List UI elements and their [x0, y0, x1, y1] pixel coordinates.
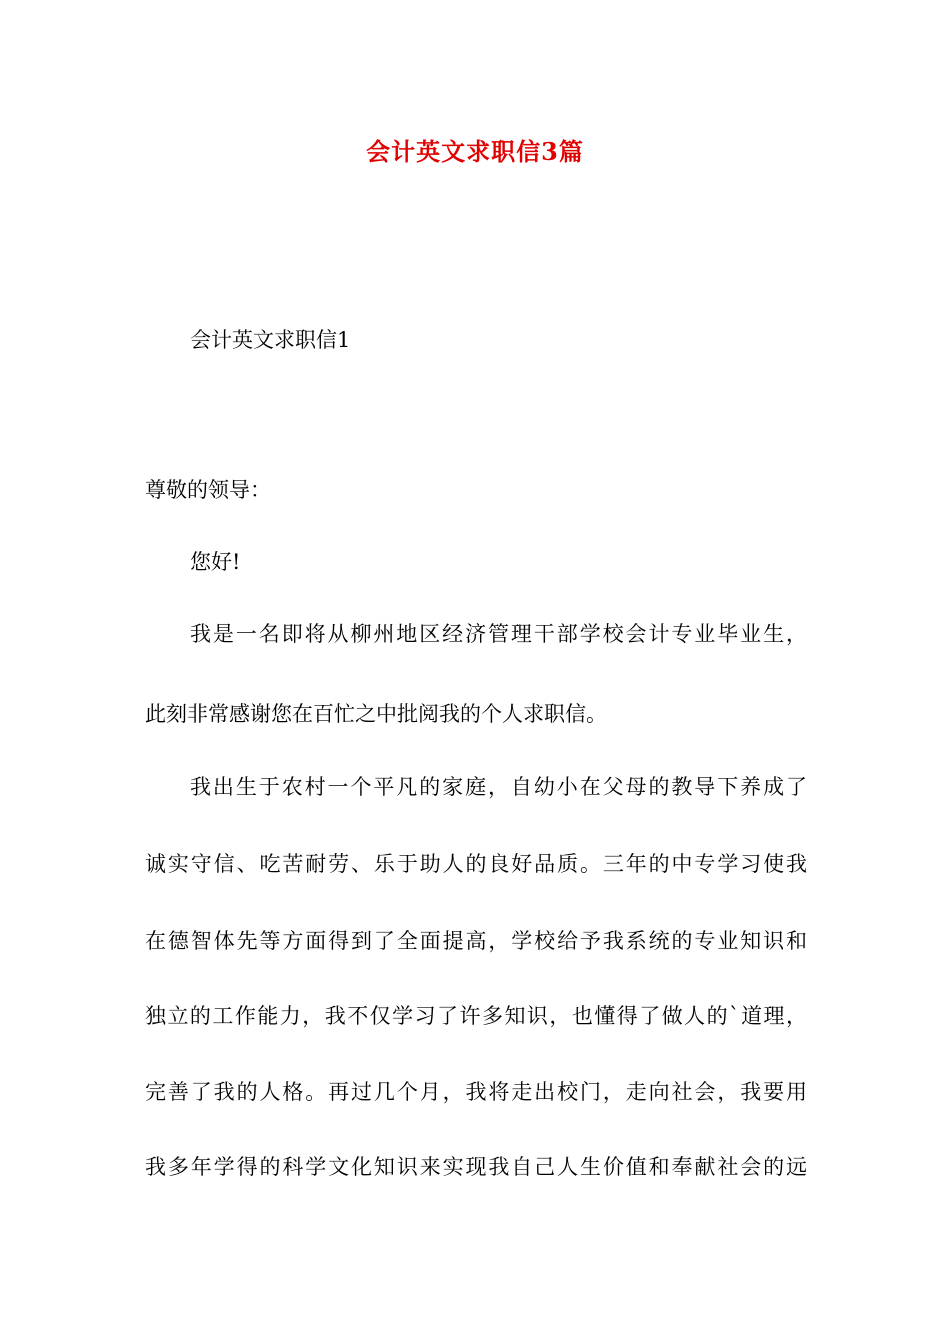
- letter-salutation: 尊敬的领导：: [145, 478, 271, 502]
- body-line-7: 完善了我的人格。再过几个月，我将走出校门，走向社会，我要用: [145, 1080, 807, 1104]
- body-line-3: 我出生于农村一个平凡的家庭，自幼小在父母的教导下养成了: [190, 775, 807, 799]
- body-line-2: 此刻非常感谢您在百忙之中批阅我的个人求职信。: [145, 702, 607, 726]
- body-line-4: 诚实守信、吃苦耐劳、乐于助人的良好品质。三年的中专学习使我: [145, 852, 807, 876]
- letter-greeting: 您好!: [190, 550, 241, 574]
- letter-subheading: 会计英文求职信1: [190, 328, 351, 352]
- body-line-6: 独立的工作能力，我不仅学习了许多知识，也懂得了做人的`道理，: [145, 1004, 807, 1028]
- body-line-8: 我多年学得的科学文化知识来实现我自己人生价值和奉献社会的远: [145, 1155, 807, 1179]
- document-title: 会计英文求职信3篇: [366, 137, 584, 166]
- body-line-5: 在德智体先等方面得到了全面提高，学校给予我系统的专业知识和: [145, 929, 807, 953]
- body-line-1: 我是一名即将从柳州地区经济管理干部学校会计专业毕业生，: [190, 622, 807, 646]
